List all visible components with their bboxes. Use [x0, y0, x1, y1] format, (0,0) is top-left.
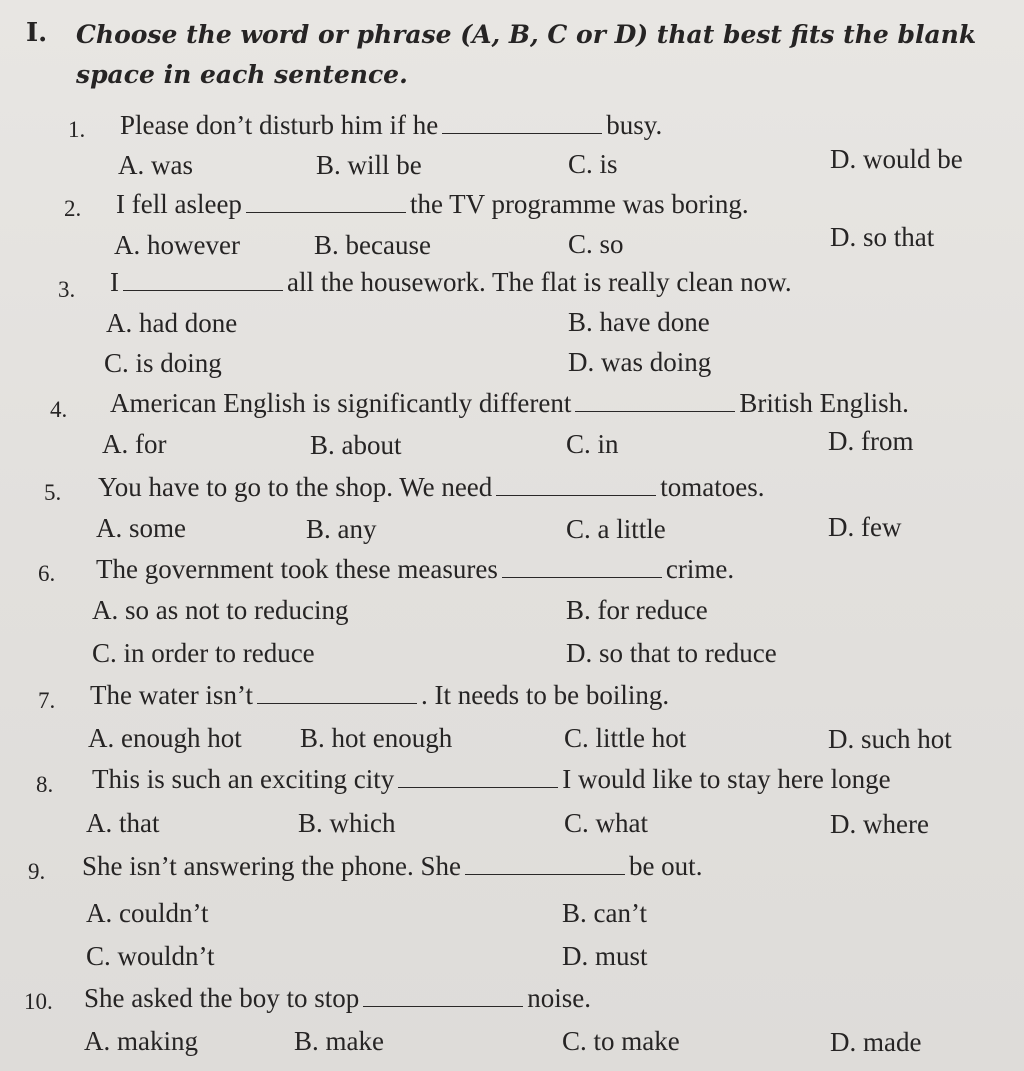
question-4-option-a[interactable]: A. for	[102, 429, 167, 459]
question-9-text-before: She isn’t answering the phone. She	[82, 851, 461, 881]
question-2-option-a[interactable]: A. however	[114, 230, 240, 260]
question-5-text-before: You have to go to the shop. We need	[98, 472, 493, 502]
question-9-option-c[interactable]: C. wouldn’t	[86, 941, 215, 971]
question-4-option-b[interactable]: B. about	[310, 430, 402, 460]
question-4-option-d[interactable]: D. from	[828, 426, 914, 456]
question-3-option-c[interactable]: C. is doing	[104, 348, 222, 378]
section-number: I.	[26, 18, 48, 48]
question-5-option-c[interactable]: C. a little	[566, 514, 666, 544]
question-4-option-c[interactable]: C. in	[566, 429, 619, 459]
question-4-blank	[575, 391, 735, 412]
question-10-text-after: noise.	[527, 983, 591, 1013]
question-9-stem	[82, 853, 702, 880]
question-2-number: 2.	[64, 196, 82, 221]
question-9-option-b[interactable]: B. can’t	[562, 898, 647, 928]
section-instruction-line-2: space in each sentence.	[76, 60, 408, 89]
question-3-blank	[123, 270, 283, 291]
question-2-text-after: the TV programme was boring.	[409, 189, 749, 219]
question-10-blank	[363, 986, 523, 1007]
question-3-number: 3.	[58, 277, 76, 302]
question-7-text-before: The water isn’t	[90, 680, 253, 710]
question-3-stem	[110, 269, 792, 296]
question-2-option-c[interactable]: C. so	[568, 229, 624, 259]
section-instruction-line-1: Choose the word or phrase (A, B, C or D) that best fits the blank	[76, 20, 977, 49]
question-7-option-c[interactable]: C. little hot	[564, 723, 687, 753]
question-6-option-a[interactable]: A. so as not to reducing	[92, 595, 349, 625]
question-10-option-b[interactable]: B. make	[294, 1026, 384, 1056]
question-7-stem	[90, 682, 669, 709]
question-6-text-after: crime.	[665, 554, 735, 584]
question-7-option-d[interactable]: D. such hot	[828, 724, 952, 754]
question-2-stem	[116, 191, 749, 218]
question-1-text-before: Please don’t disturb him if he	[120, 110, 439, 140]
question-9-blank	[465, 854, 625, 875]
question-5-number: 5.	[44, 480, 62, 505]
question-7-blank	[257, 683, 417, 704]
question-1-text-after: busy.	[606, 110, 663, 140]
question-10-stem	[84, 985, 591, 1012]
question-2-option-b[interactable]: B. because	[314, 230, 431, 260]
question-5-option-b[interactable]: B. any	[306, 514, 377, 544]
question-3-option-a[interactable]: A. had done	[106, 308, 238, 338]
question-10-option-c[interactable]: C. to make	[562, 1026, 680, 1056]
question-1-stem	[120, 112, 662, 139]
question-6-option-b[interactable]: B. for reduce	[566, 595, 708, 625]
question-9-text-after: be out.	[628, 851, 703, 881]
question-7-number: 7.	[38, 688, 56, 713]
question-1-option-c[interactable]: C. is	[568, 149, 618, 179]
question-10-text-before: She asked the boy to stop	[84, 983, 360, 1013]
question-10-number: 10.	[24, 989, 53, 1014]
question-4-number: 4.	[50, 397, 68, 422]
question-8-option-a[interactable]: A. that	[86, 808, 160, 838]
question-5-stem	[98, 474, 765, 501]
question-8-blank	[398, 767, 558, 788]
question-8-text-after: I would like to stay here longe	[562, 764, 891, 794]
question-8-option-b[interactable]: B. which	[298, 808, 396, 838]
question-4-stem	[110, 390, 909, 417]
question-8-text-before: This is such an exciting city	[92, 764, 395, 794]
question-10-option-a[interactable]: A. making	[84, 1026, 198, 1056]
question-2-option-d[interactable]: D. so that	[830, 222, 935, 252]
question-6-number: 6.	[38, 561, 56, 586]
question-8-option-c[interactable]: C. what	[564, 808, 648, 838]
question-3-option-b[interactable]: B. have done	[568, 307, 710, 337]
question-1-number: 1.	[68, 117, 86, 142]
question-3-text-before: I	[110, 267, 119, 297]
question-1-option-d[interactable]: D. would be	[830, 144, 963, 174]
question-10-option-d[interactable]: D. made	[830, 1027, 922, 1057]
question-1-blank	[442, 113, 602, 134]
question-5-option-a[interactable]: A. some	[96, 513, 186, 543]
question-9-number: 9.	[28, 859, 46, 884]
question-6-blank	[502, 557, 662, 578]
question-3-option-d[interactable]: D. was doing	[568, 347, 712, 377]
question-3-text-after: all the housework. The flat is really clean now.	[287, 267, 792, 297]
question-6-stem	[96, 556, 734, 583]
question-5-blank	[496, 475, 656, 496]
question-8-option-d[interactable]: D. where	[830, 809, 929, 839]
question-2-text-before: I fell asleep	[116, 189, 242, 219]
question-2-blank	[246, 192, 406, 213]
question-8-stem	[92, 766, 891, 793]
question-6-text-before: The government took these measures	[96, 554, 498, 584]
question-9-option-d[interactable]: D. must	[562, 941, 648, 971]
question-1-option-a[interactable]: A. was	[118, 150, 193, 180]
question-6-option-c[interactable]: C. in order to reduce	[92, 638, 315, 668]
question-8-number: 8.	[36, 772, 54, 797]
question-4-text-after: British English.	[739, 388, 909, 418]
question-7-text-after: . It needs to be boiling.	[420, 680, 670, 710]
question-5-option-d[interactable]: D. few	[828, 512, 902, 542]
question-1-option-b[interactable]: B. will be	[316, 150, 422, 180]
question-4-text-before: American English is significantly different	[110, 388, 572, 418]
question-5-text-after: tomatoes.	[660, 472, 765, 502]
question-7-option-b[interactable]: B. hot enough	[300, 723, 453, 753]
question-7-option-a[interactable]: A. enough hot	[88, 723, 242, 753]
question-6-option-d[interactable]: D. so that to reduce	[566, 638, 777, 668]
question-9-option-a[interactable]: A. couldn’t	[86, 898, 209, 928]
